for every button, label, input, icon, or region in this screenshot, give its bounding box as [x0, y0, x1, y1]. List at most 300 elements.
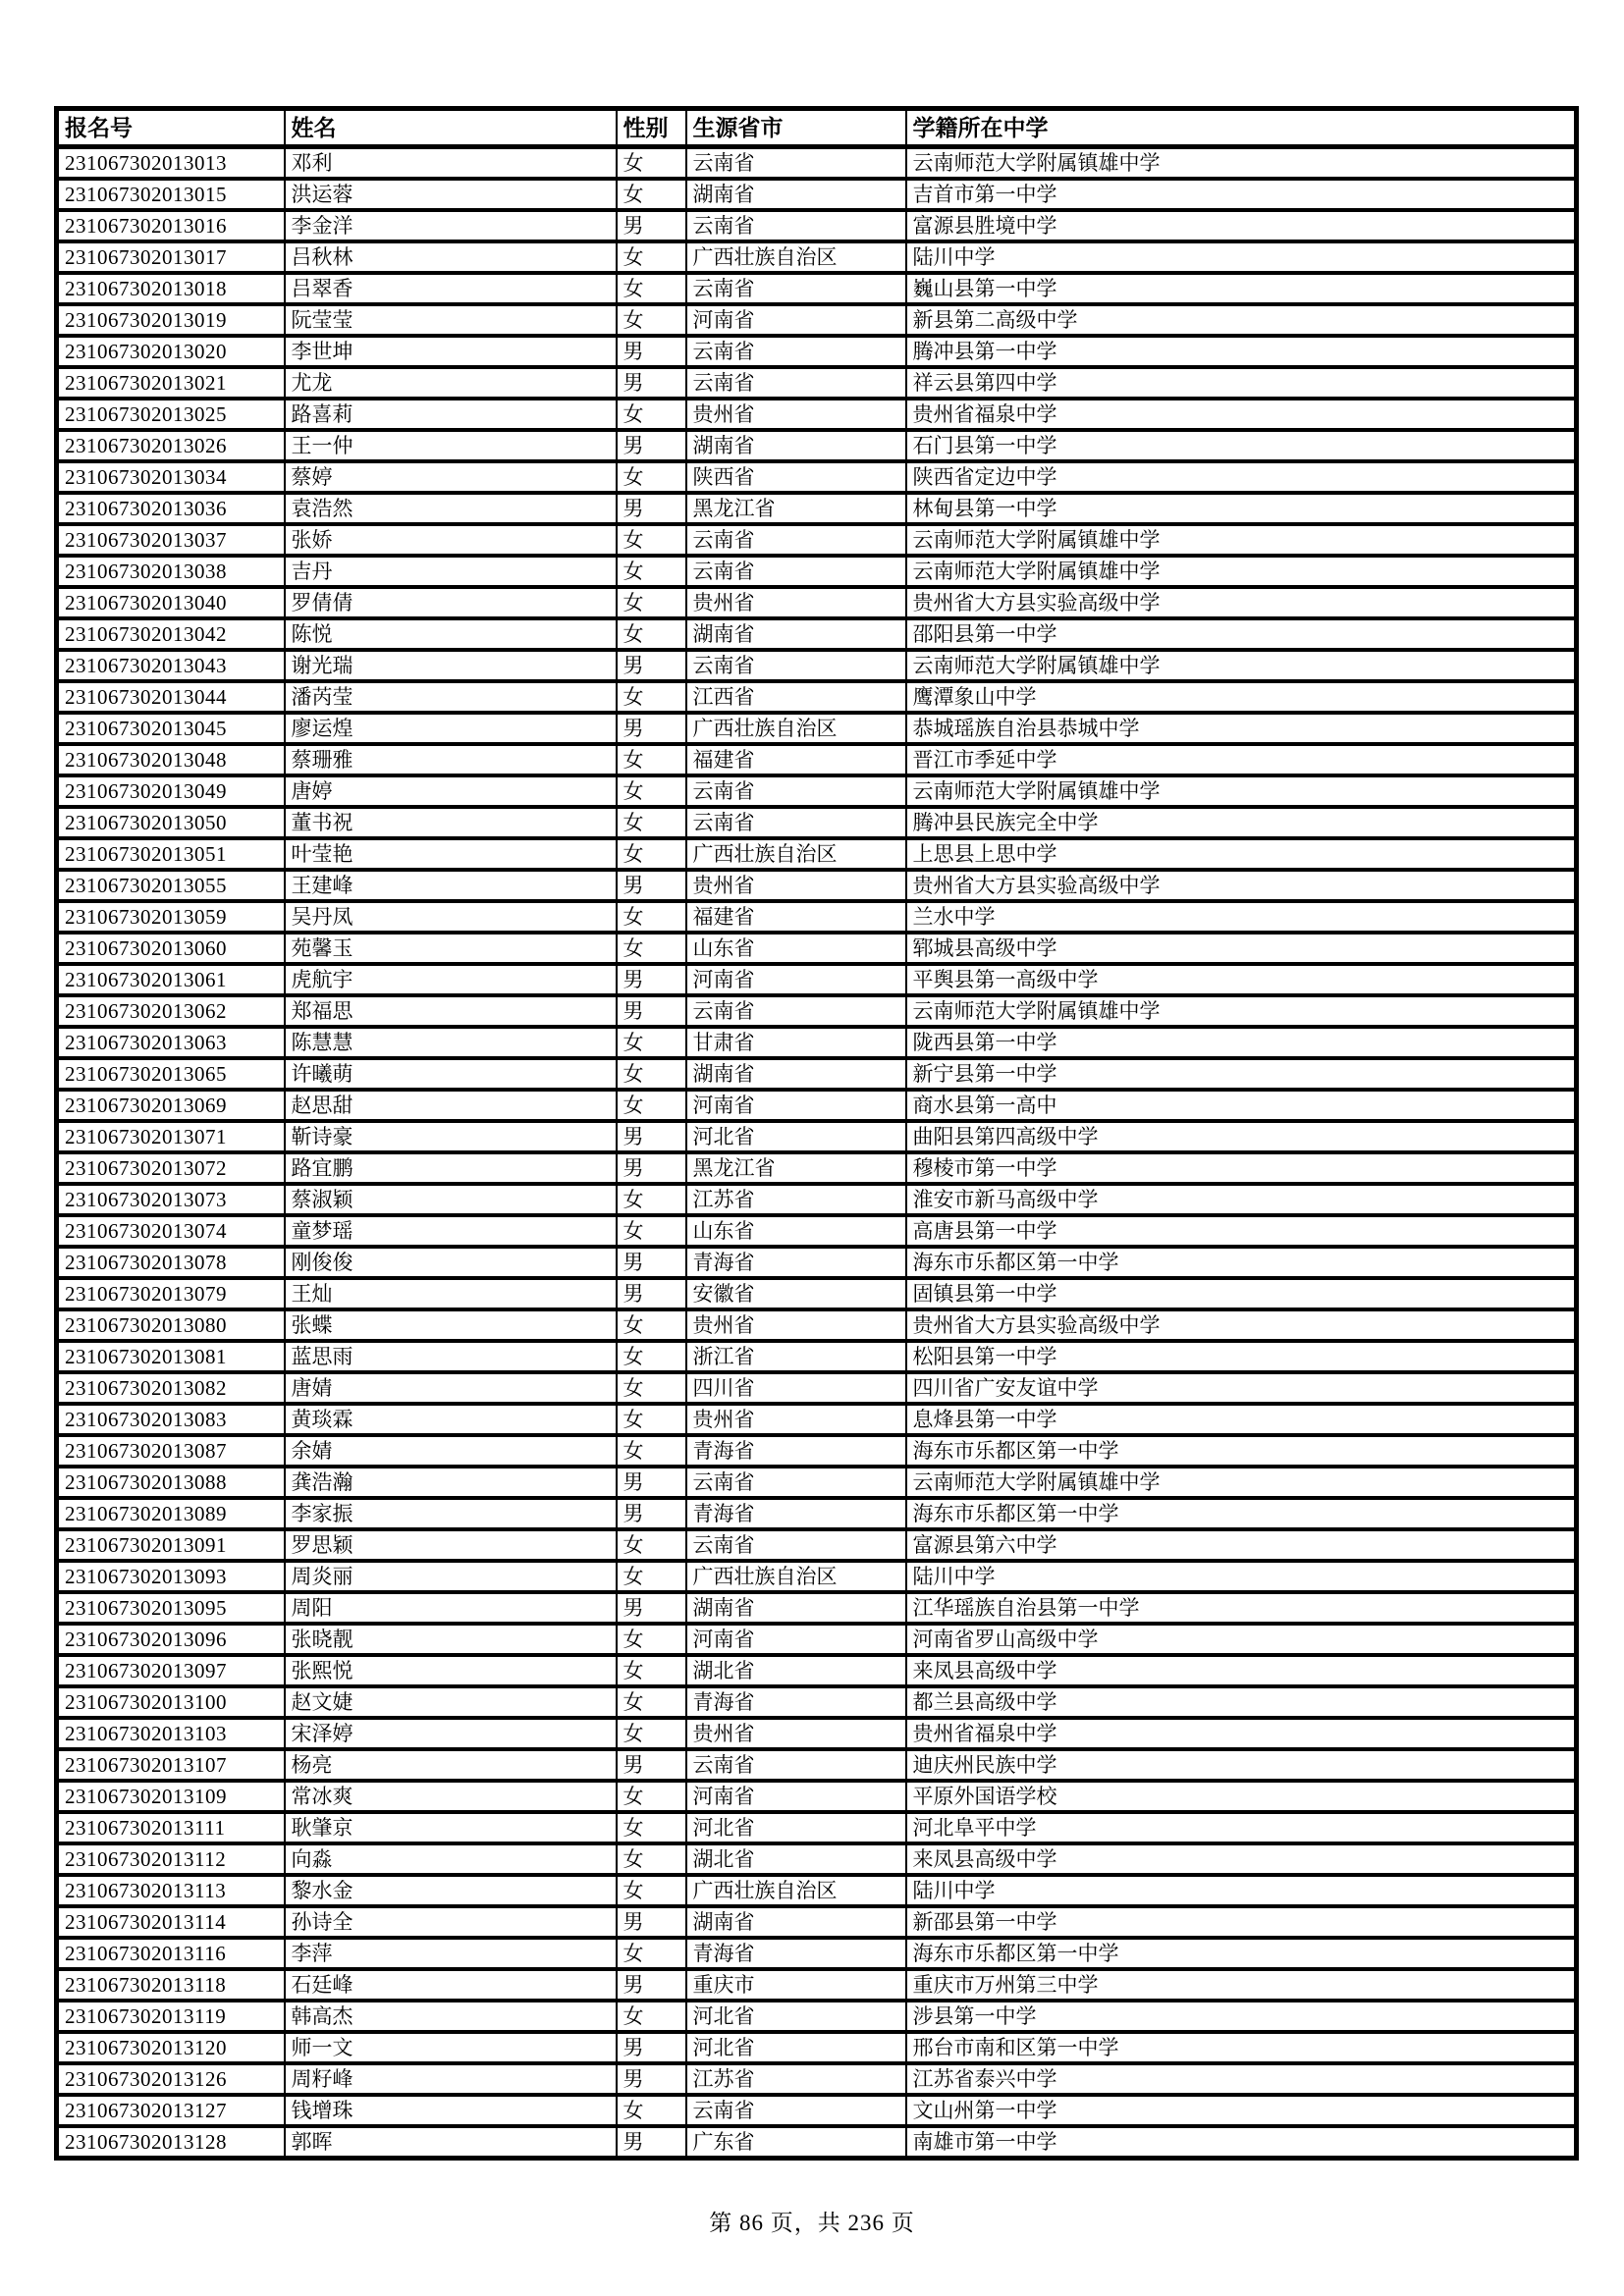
cell-reg-no: 231067302013059	[57, 901, 285, 933]
table-row	[57, 2095, 1577, 2126]
cell-school: 陆川中学	[906, 1875, 1577, 1906]
cell-school: 云南师范大学附属镇雄中学	[906, 147, 1577, 180]
cell-reg-no: 231067302013044	[57, 681, 285, 713]
cell-reg-no: 231067302013036	[57, 493, 285, 524]
cell-name: 韩高杰	[285, 2001, 617, 2032]
cell-reg-no: 231067302013114	[57, 1906, 285, 1938]
cell-school: 江华瑶族自治县第一中学	[906, 1592, 1577, 1624]
cell-name: 师一文	[285, 2032, 617, 2063]
cell-reg-no: 231067302013051	[57, 838, 285, 870]
cell-school: 郓城县高级中学	[906, 933, 1577, 964]
cell-name: 钱增珠	[285, 2095, 617, 2126]
cell-province: 青海省	[686, 1498, 906, 1529]
cell-name: 潘芮莹	[285, 681, 617, 713]
cell-reg-no: 231067302013073	[57, 1184, 285, 1215]
cell-name: 余婧	[285, 1435, 617, 1467]
cell-name: 郭晖	[285, 2126, 617, 2159]
cell-reg-no: 231067302013050	[57, 807, 285, 838]
header-school: 学籍所在中学	[906, 109, 1577, 147]
cell-reg-no: 231067302013091	[57, 1529, 285, 1561]
cell-gender: 男	[617, 367, 686, 399]
cell-gender: 女	[617, 744, 686, 775]
cell-province: 河北省	[686, 1812, 906, 1843]
cell-province: 重庆市	[686, 1969, 906, 2001]
cell-province: 云南省	[686, 210, 906, 241]
cell-province: 河南省	[686, 964, 906, 995]
cell-name: 赵文婕	[285, 1686, 617, 1718]
cell-school: 祥云县第四中学	[906, 367, 1577, 399]
cell-province: 黑龙江省	[686, 493, 906, 524]
cell-school: 贵州省福泉中学	[906, 1718, 1577, 1749]
cell-reg-no: 231067302013109	[57, 1781, 285, 1812]
table-row	[57, 179, 1577, 210]
cell-school: 兰水中学	[906, 901, 1577, 933]
cell-reg-no: 231067302013088	[57, 1467, 285, 1498]
cell-reg-no: 231067302013020	[57, 336, 285, 367]
cell-name: 周炎丽	[285, 1561, 617, 1592]
table-row	[57, 147, 1577, 180]
table-row	[57, 304, 1577, 336]
cell-gender: 女	[617, 1529, 686, 1561]
cell-gender: 男	[617, 1906, 686, 1938]
table-row	[57, 2063, 1577, 2095]
cell-province: 贵州省	[686, 870, 906, 901]
cell-school: 邵阳县第一中学	[906, 618, 1577, 650]
cell-reg-no: 231067302013034	[57, 461, 285, 493]
cell-gender: 男	[617, 1969, 686, 2001]
table-row	[57, 1624, 1577, 1655]
cell-school: 四川省广安友谊中学	[906, 1372, 1577, 1404]
cell-school: 云南师范大学附属镇雄中学	[906, 775, 1577, 807]
cell-gender: 女	[617, 775, 686, 807]
cell-school: 来凤县高级中学	[906, 1655, 1577, 1686]
cell-gender: 男	[617, 870, 686, 901]
cell-gender: 男	[617, 430, 686, 461]
table-row	[57, 1309, 1577, 1341]
cell-gender: 男	[617, 1247, 686, 1278]
cell-reg-no: 231067302013016	[57, 210, 285, 241]
cell-reg-no: 231067302013095	[57, 1592, 285, 1624]
cell-gender: 男	[617, 713, 686, 744]
cell-province: 云南省	[686, 2095, 906, 2126]
table-row	[57, 1184, 1577, 1215]
cell-name: 李家振	[285, 1498, 617, 1529]
cell-school: 鹰潭象山中学	[906, 681, 1577, 713]
cell-reg-no: 231067302013080	[57, 1309, 285, 1341]
cell-gender: 女	[617, 1938, 686, 1969]
cell-school: 江苏省泰兴中学	[906, 2063, 1577, 2095]
cell-province: 云南省	[686, 336, 906, 367]
cell-school: 陆川中学	[906, 241, 1577, 273]
cell-province: 山东省	[686, 933, 906, 964]
cell-reg-no: 231067302013081	[57, 1341, 285, 1372]
cell-name: 杨亮	[285, 1749, 617, 1781]
table-row	[57, 493, 1577, 524]
cell-name: 蔡婷	[285, 461, 617, 493]
cell-reg-no: 231067302013060	[57, 933, 285, 964]
table-row	[57, 2001, 1577, 2032]
cell-school: 新邵县第一中学	[906, 1906, 1577, 1938]
cell-name: 路宜鹏	[285, 1152, 617, 1184]
cell-name: 宋泽婷	[285, 1718, 617, 1749]
cell-gender: 男	[617, 650, 686, 681]
cell-province: 甘肃省	[686, 1027, 906, 1058]
cell-province: 湖南省	[686, 1906, 906, 1938]
cell-province: 贵州省	[686, 1309, 906, 1341]
table-row	[57, 1404, 1577, 1435]
table-row	[57, 1718, 1577, 1749]
table-row	[57, 1938, 1577, 1969]
cell-name: 罗思颖	[285, 1529, 617, 1561]
cell-name: 郑福思	[285, 995, 617, 1027]
cell-name: 邓利	[285, 147, 617, 180]
table-row	[57, 1341, 1577, 1372]
table-row	[57, 1278, 1577, 1309]
cell-school: 息烽县第一中学	[906, 1404, 1577, 1435]
cell-school: 富源县胜境中学	[906, 210, 1577, 241]
cell-province: 广东省	[686, 2126, 906, 2159]
table-row	[57, 1529, 1577, 1561]
cell-province: 青海省	[686, 1938, 906, 1969]
table-row	[57, 1749, 1577, 1781]
cell-name: 蔡珊雅	[285, 744, 617, 775]
cell-gender: 女	[617, 1027, 686, 1058]
cell-gender: 女	[617, 1875, 686, 1906]
cell-school: 都兰县高级中学	[906, 1686, 1577, 1718]
cell-gender: 女	[617, 273, 686, 304]
cell-province: 四川省	[686, 1372, 906, 1404]
cell-gender: 女	[617, 147, 686, 180]
table-row	[57, 556, 1577, 587]
cell-reg-no: 231067302013120	[57, 2032, 285, 2063]
cell-reg-no: 231067302013040	[57, 587, 285, 618]
table-row	[57, 1812, 1577, 1843]
cell-school: 涉县第一中学	[906, 2001, 1577, 2032]
cell-reg-no: 231067302013107	[57, 1749, 285, 1781]
student-roster-table	[54, 106, 1579, 2161]
cell-name: 吉丹	[285, 556, 617, 587]
cell-name: 常冰爽	[285, 1781, 617, 1812]
header-province: 生源省市	[686, 109, 906, 147]
cell-name: 叶莹艳	[285, 838, 617, 870]
cell-school: 重庆市万州第三中学	[906, 1969, 1577, 2001]
cell-province: 云南省	[686, 775, 906, 807]
table-row	[57, 336, 1577, 367]
cell-gender: 女	[617, 1812, 686, 1843]
cell-province: 江西省	[686, 681, 906, 713]
cell-school: 河北阜平中学	[906, 1812, 1577, 1843]
cell-reg-no: 231067302013062	[57, 995, 285, 1027]
cell-province: 青海省	[686, 1435, 906, 1467]
table-row	[57, 524, 1577, 556]
table-row	[57, 1655, 1577, 1686]
table-row	[57, 1969, 1577, 2001]
cell-reg-no: 231067302013017	[57, 241, 285, 273]
cell-province: 青海省	[686, 1247, 906, 1278]
cell-gender: 男	[617, 1152, 686, 1184]
cell-school: 腾冲县民族完全中学	[906, 807, 1577, 838]
cell-province: 云南省	[686, 556, 906, 587]
cell-province: 河南省	[686, 304, 906, 336]
cell-name: 袁浩然	[285, 493, 617, 524]
cell-gender: 女	[617, 933, 686, 964]
cell-province: 湖南省	[686, 179, 906, 210]
table-row	[57, 1152, 1577, 1184]
cell-reg-no: 231067302013118	[57, 1969, 285, 2001]
table-row	[57, 587, 1577, 618]
cell-reg-no: 231067302013089	[57, 1498, 285, 1529]
header-name: 姓名	[285, 109, 617, 147]
cell-reg-no: 231067302013113	[57, 1875, 285, 1906]
cell-reg-no: 231067302013026	[57, 430, 285, 461]
cell-province: 江苏省	[686, 1184, 906, 1215]
table-row	[57, 1592, 1577, 1624]
cell-name: 董书祝	[285, 807, 617, 838]
cell-gender: 女	[617, 1655, 686, 1686]
cell-gender: 女	[617, 304, 686, 336]
cell-gender: 女	[617, 1624, 686, 1655]
cell-province: 云南省	[686, 147, 906, 180]
cell-school: 平舆县第一高级中学	[906, 964, 1577, 995]
cell-reg-no: 231067302013045	[57, 713, 285, 744]
table-row	[57, 807, 1577, 838]
cell-gender: 男	[617, 1749, 686, 1781]
cell-province: 贵州省	[686, 399, 906, 430]
cell-reg-no: 231067302013079	[57, 1278, 285, 1309]
cell-reg-no: 231067302013048	[57, 744, 285, 775]
cell-name: 罗倩倩	[285, 587, 617, 618]
cell-name: 唐婧	[285, 1372, 617, 1404]
cell-gender: 女	[617, 1090, 686, 1121]
cell-province: 湖南省	[686, 1592, 906, 1624]
cell-school: 穆棱市第一中学	[906, 1152, 1577, 1184]
cell-name: 刚俊俊	[285, 1247, 617, 1278]
cell-province: 广西壮族自治区	[686, 1561, 906, 1592]
cell-name: 张晓靓	[285, 1624, 617, 1655]
cell-reg-no: 231067302013074	[57, 1215, 285, 1247]
cell-name: 洪运蓉	[285, 179, 617, 210]
cell-name: 蔡淑颖	[285, 1184, 617, 1215]
cell-school: 平原外国语学校	[906, 1781, 1577, 1812]
cell-name: 张娇	[285, 524, 617, 556]
cell-province: 广西壮族自治区	[686, 713, 906, 744]
cell-name: 石廷峰	[285, 1969, 617, 2001]
cell-gender: 女	[617, 1718, 686, 1749]
cell-gender: 男	[617, 964, 686, 995]
cell-name: 黎水金	[285, 1875, 617, 1906]
cell-school: 商水县第一高中	[906, 1090, 1577, 1121]
cell-gender: 男	[617, 1498, 686, 1529]
cell-school: 新宁县第一中学	[906, 1058, 1577, 1090]
cell-school: 云南师范大学附属镇雄中学	[906, 650, 1577, 681]
table-row	[57, 681, 1577, 713]
cell-school: 陕西省定边中学	[906, 461, 1577, 493]
table-row	[57, 461, 1577, 493]
cell-school: 林甸县第一中学	[906, 493, 1577, 524]
cell-reg-no: 231067302013015	[57, 179, 285, 210]
cell-gender: 男	[617, 1278, 686, 1309]
cell-reg-no: 231067302013018	[57, 273, 285, 304]
cell-reg-no: 231067302013055	[57, 870, 285, 901]
cell-gender: 男	[617, 995, 686, 1027]
cell-school: 河南省罗山高级中学	[906, 1624, 1577, 1655]
cell-school: 曲阳县第四高级中学	[906, 1121, 1577, 1152]
table-row	[57, 1121, 1577, 1152]
table-row	[57, 1247, 1577, 1278]
table-row	[57, 618, 1577, 650]
cell-reg-no: 231067302013038	[57, 556, 285, 587]
cell-name: 苑馨玉	[285, 933, 617, 964]
cell-school: 云南师范大学附属镇雄中学	[906, 1467, 1577, 1498]
cell-name: 龚浩瀚	[285, 1467, 617, 1498]
cell-gender: 女	[617, 1561, 686, 1592]
table-row	[57, 838, 1577, 870]
cell-gender: 男	[617, 1592, 686, 1624]
cell-gender: 女	[617, 1686, 686, 1718]
cell-reg-no: 231067302013071	[57, 1121, 285, 1152]
cell-province: 河北省	[686, 2001, 906, 2032]
table-row	[57, 2126, 1577, 2159]
table-row	[57, 1875, 1577, 1906]
cell-gender: 男	[617, 210, 686, 241]
cell-province: 江苏省	[686, 2063, 906, 2095]
cell-reg-no: 231067302013049	[57, 775, 285, 807]
cell-province: 云南省	[686, 807, 906, 838]
cell-school: 云南师范大学附属镇雄中学	[906, 524, 1577, 556]
cell-school: 文山州第一中学	[906, 2095, 1577, 2126]
cell-school: 迪庆州民族中学	[906, 1749, 1577, 1781]
cell-province: 青海省	[686, 1686, 906, 1718]
cell-name: 靳诗豪	[285, 1121, 617, 1152]
cell-reg-no: 231067302013096	[57, 1624, 285, 1655]
cell-reg-no: 231067302013111	[57, 1812, 285, 1843]
cell-province: 广西壮族自治区	[686, 1875, 906, 1906]
cell-school: 云南师范大学附属镇雄中学	[906, 556, 1577, 587]
cell-school: 晋江市季延中学	[906, 744, 1577, 775]
cell-gender: 女	[617, 241, 686, 273]
cell-province: 贵州省	[686, 1404, 906, 1435]
table-row	[57, 2032, 1577, 2063]
cell-school: 贵州省大方县实验高级中学	[906, 1309, 1577, 1341]
cell-gender: 女	[617, 1184, 686, 1215]
table-row	[57, 995, 1577, 1027]
table-row	[57, 1906, 1577, 1938]
cell-name: 童梦瑶	[285, 1215, 617, 1247]
cell-name: 路喜莉	[285, 399, 617, 430]
cell-province: 云南省	[686, 650, 906, 681]
cell-gender: 女	[617, 618, 686, 650]
table-row	[57, 775, 1577, 807]
cell-gender: 女	[617, 461, 686, 493]
cell-school: 石门县第一中学	[906, 430, 1577, 461]
table-row	[57, 1686, 1577, 1718]
cell-school: 海东市乐都区第一中学	[906, 1247, 1577, 1278]
cell-name: 吴丹凤	[285, 901, 617, 933]
table-row	[57, 1215, 1577, 1247]
cell-gender: 男	[617, 2063, 686, 2095]
cell-reg-no: 231067302013087	[57, 1435, 285, 1467]
cell-name: 吕翠香	[285, 273, 617, 304]
cell-reg-no: 231067302013042	[57, 618, 285, 650]
cell-school: 陆川中学	[906, 1561, 1577, 1592]
cell-name: 黄琰霖	[285, 1404, 617, 1435]
cell-province: 福建省	[686, 744, 906, 775]
cell-province: 湖南省	[686, 618, 906, 650]
cell-school: 海东市乐都区第一中学	[906, 1498, 1577, 1529]
table-row	[57, 430, 1577, 461]
table-row	[57, 1435, 1577, 1467]
cell-province: 云南省	[686, 524, 906, 556]
cell-name: 唐婷	[285, 775, 617, 807]
cell-reg-no: 231067302013097	[57, 1655, 285, 1686]
cell-name: 廖运煌	[285, 713, 617, 744]
cell-school: 海东市乐都区第一中学	[906, 1435, 1577, 1467]
cell-gender: 女	[617, 901, 686, 933]
cell-school: 上思县上思中学	[906, 838, 1577, 870]
table-row	[57, 1467, 1577, 1498]
cell-reg-no: 231067302013119	[57, 2001, 285, 2032]
cell-name: 陈悦	[285, 618, 617, 650]
cell-reg-no: 231067302013082	[57, 1372, 285, 1404]
cell-school: 巍山县第一中学	[906, 273, 1577, 304]
cell-reg-no: 231067302013112	[57, 1843, 285, 1875]
table-row	[57, 1058, 1577, 1090]
cell-name: 向淼	[285, 1843, 617, 1875]
cell-reg-no: 231067302013061	[57, 964, 285, 995]
cell-reg-no: 231067302013103	[57, 1718, 285, 1749]
cell-name: 孙诗全	[285, 1906, 617, 1938]
cell-school: 贵州省大方县实验高级中学	[906, 870, 1577, 901]
cell-gender: 女	[617, 1215, 686, 1247]
cell-gender: 男	[617, 1467, 686, 1498]
cell-province: 河北省	[686, 2032, 906, 2063]
cell-gender: 女	[617, 1781, 686, 1812]
cell-reg-no: 231067302013126	[57, 2063, 285, 2095]
cell-reg-no: 231067302013083	[57, 1404, 285, 1435]
cell-reg-no: 231067302013037	[57, 524, 285, 556]
cell-name: 王灿	[285, 1278, 617, 1309]
cell-name: 谢光瑞	[285, 650, 617, 681]
cell-province: 河南省	[686, 1781, 906, 1812]
cell-province: 浙江省	[686, 1341, 906, 1372]
cell-school: 富源县第六中学	[906, 1529, 1577, 1561]
cell-province: 山东省	[686, 1215, 906, 1247]
cell-gender: 女	[617, 2001, 686, 2032]
cell-province: 湖南省	[686, 430, 906, 461]
cell-province: 云南省	[686, 1749, 906, 1781]
cell-school: 腾冲县第一中学	[906, 336, 1577, 367]
cell-school: 恭城瑶族自治县恭城中学	[906, 713, 1577, 744]
cell-gender: 女	[617, 1341, 686, 1372]
table-row	[57, 399, 1577, 430]
cell-province: 贵州省	[686, 587, 906, 618]
cell-reg-no: 231067302013025	[57, 399, 285, 430]
cell-province: 湖南省	[686, 1058, 906, 1090]
cell-gender: 女	[617, 1058, 686, 1090]
cell-province: 河南省	[686, 1624, 906, 1655]
page-footer: 第 86 页，共 236 页	[709, 2211, 915, 2235]
table-row	[57, 241, 1577, 273]
cell-reg-no: 231067302013116	[57, 1938, 285, 1969]
table-body	[57, 147, 1577, 2159]
cell-province: 湖北省	[686, 1655, 906, 1686]
cell-gender: 女	[617, 1309, 686, 1341]
cell-gender: 女	[617, 807, 686, 838]
cell-gender: 男	[617, 2032, 686, 2063]
cell-reg-no: 231067302013072	[57, 1152, 285, 1184]
cell-school: 吉首市第一中学	[906, 179, 1577, 210]
cell-name: 周阳	[285, 1592, 617, 1624]
